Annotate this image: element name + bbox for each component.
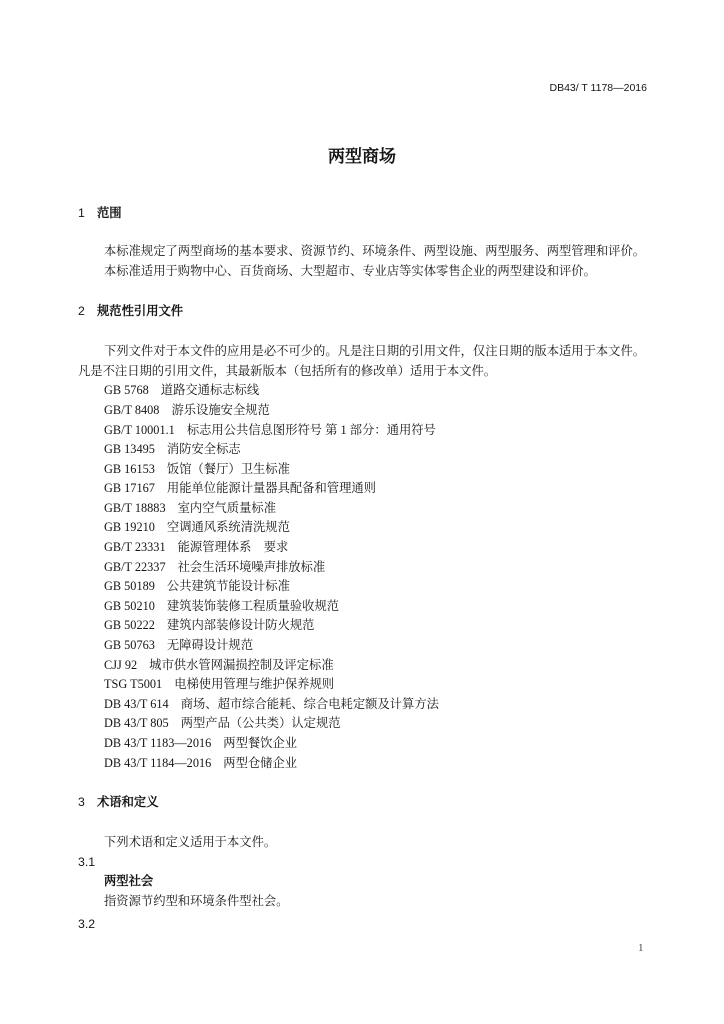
- reference-title: 建筑装饰装修工程质量验收规范: [166, 598, 340, 613]
- reference-item: [78, 401, 658, 421]
- reference-item: [78, 538, 658, 558]
- reference-item: [78, 754, 658, 774]
- section-heading-normative-references: [78, 302, 658, 322]
- reference-item: [78, 656, 658, 676]
- reference-code: GB/T 23331: [104, 540, 166, 555]
- term-definition: 指资源节约型和环境条件型社会。: [104, 893, 289, 908]
- reference-item: [78, 479, 658, 499]
- reference-item: [78, 714, 658, 734]
- reference-code: GB 50763: [104, 638, 155, 653]
- term-name: 两型社会: [104, 874, 154, 889]
- reference-item: [78, 577, 658, 597]
- reference-title: 城市供水管网漏损控制及评定标准: [149, 657, 334, 672]
- term-number: 3.1: [78, 854, 96, 869]
- paragraph: 本标准适用于购物中心、百货商场、大型超市、专业店等实体零售企业的两型建设和评价。: [104, 263, 596, 278]
- section-title: 术语和定义: [97, 795, 159, 809]
- reference-item: [78, 518, 658, 538]
- reference-item: [78, 558, 658, 578]
- section-heading-terms-definitions: [78, 793, 658, 813]
- reference-title: 两型餐饮企业: [223, 736, 298, 751]
- reference-item: [78, 675, 658, 695]
- reference-item: [78, 597, 658, 617]
- reference-code: GB/T 8408: [104, 402, 160, 417]
- reference-code: GB 50210: [104, 598, 155, 613]
- reference-item: [78, 440, 658, 460]
- reference-title: 社会生活环境噪声排放标准: [177, 559, 326, 574]
- reference-title: 电梯使用管理与维护保养规则: [174, 677, 335, 692]
- paragraph-line: 凡是不注日期的引用文件，其最新版本（包括所有的修改单）适用于本文件。: [78, 363, 497, 378]
- reference-code: GB 5768: [104, 383, 149, 398]
- reference-title: 建筑内部装修设计防火规范: [166, 618, 315, 633]
- reference-code: CJJ 92: [104, 657, 138, 672]
- reference-title: 标志用公共信息图形符号 第 1 部分：通用符号: [186, 422, 436, 437]
- reference-item: [78, 460, 658, 480]
- reference-code: GB 17167: [104, 481, 155, 496]
- document-code: DB43/ T 1178—2016: [549, 82, 647, 94]
- reference-code: GB 50189: [104, 579, 155, 594]
- reference-title: 商场、超市综合能耗、综合电耗定额及计算方法: [180, 696, 439, 711]
- reference-title: 用能单位能源计量器具配备和管理通则: [166, 481, 376, 496]
- reference-code: GB/T 18883: [104, 500, 166, 515]
- reference-code: DB 43/T 614: [104, 696, 169, 711]
- reference-code: GB/T 22337: [104, 559, 166, 574]
- reference-item: [78, 734, 658, 754]
- reference-list: [78, 381, 658, 773]
- reference-code: DB 43/T 805: [104, 716, 169, 731]
- reference-title: 室内空气质量标准: [177, 500, 276, 515]
- section-title: 规范性引用文件: [97, 304, 184, 319]
- reference-code: GB 13495: [104, 442, 155, 457]
- document-title: 两型商场: [328, 147, 396, 167]
- reference-item: [78, 636, 658, 656]
- reference-code: GB 19210: [104, 520, 155, 535]
- reference-code: GB 50222: [104, 618, 155, 633]
- reference-title: 公共建筑节能设计标准: [166, 579, 290, 594]
- reference-title: 游乐设施安全规范: [171, 402, 270, 417]
- term-number: 3.2: [78, 916, 96, 931]
- reference-title: 消防安全标志: [166, 442, 241, 457]
- reference-item: [78, 381, 658, 401]
- reference-code: DB 43/T 1183—2016: [104, 736, 212, 751]
- reference-code: DB 43/T 1184—2016: [104, 755, 212, 770]
- reference-item: [78, 616, 658, 636]
- reference-code: GB/T 10001.1: [104, 422, 175, 437]
- section-number: 2: [78, 304, 85, 319]
- reference-item: [78, 499, 658, 519]
- page-number: 1: [638, 942, 644, 954]
- section-number: 3: [78, 795, 85, 809]
- reference-title: 道路交通标志标线: [160, 383, 260, 398]
- reference-title: 两型仓储企业: [223, 755, 298, 770]
- reference-code: TSG T5001: [104, 677, 163, 692]
- reference-item: [78, 421, 658, 441]
- section-number: 1: [78, 206, 85, 221]
- reference-title: 两型产品（公共类）认定规范: [180, 716, 341, 731]
- reference-title: 能源管理体系 要求: [177, 540, 289, 555]
- reference-title: 空调通风系统清洗规范: [166, 520, 290, 535]
- section-title: 范围: [97, 206, 122, 221]
- reference-title: 饭馆（餐厅）卫生标准: [166, 461, 290, 476]
- paragraph: 下列术语和定义适用于本文件。: [104, 834, 277, 849]
- section-heading-scope: [78, 204, 658, 224]
- reference-item: [78, 695, 658, 715]
- paragraph: 本标准规定了两型商场的基本要求、资源节约、环境条件、两型设施、两型服务、两型管理和评价。: [104, 244, 646, 259]
- document-body: [78, 204, 658, 934]
- reference-title: 无障碍设计规范: [166, 638, 253, 653]
- paragraph-line: 下列文件对于本文件的应用是必不可少的。凡是注日期的引用文件，仅注日期的版本适用于本文件。: [104, 344, 646, 359]
- reference-code: GB 16153: [104, 461, 155, 476]
